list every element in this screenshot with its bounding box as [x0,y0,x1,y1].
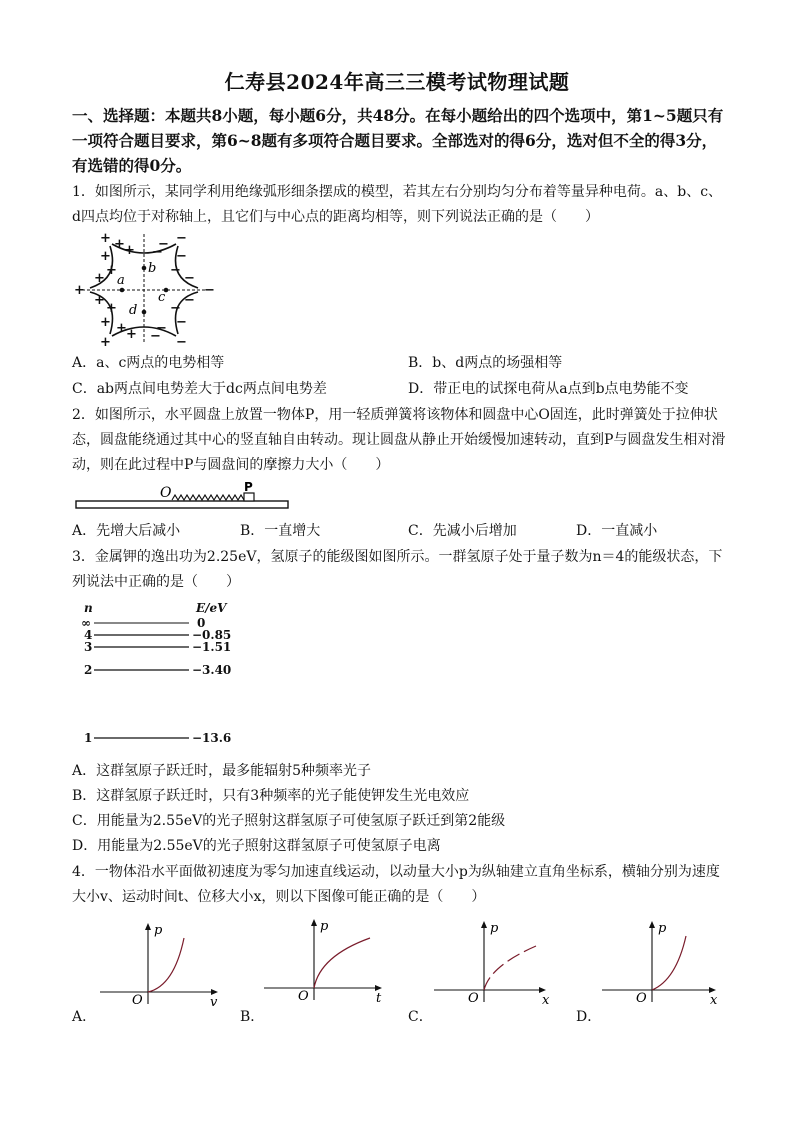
q3-option-d: D．用能量为2.55eV的光子照射这群氢原子可使氢原子电离 [72,838,441,854]
svg-text:+: + [116,321,127,336]
svg-text:−: − [150,329,161,344]
q1-option-b: B．b、d两点的场强相等 [408,355,563,371]
svg-text:t: t [376,991,382,1006]
point-b-label: b [148,261,157,276]
q4-option-c-label: C． [408,1009,433,1025]
center-o-label: O [160,485,172,501]
svg-text:−13.6: −13.6 [192,731,232,745]
q1-option-a: A．a、c两点的电势相等 [72,355,225,371]
q3-stem: 3．金属钾的逸出功为2.25eV，氢原子的能级图如图所示。一群氢原子处于量子数为n＝4的能级状态，下列说法中正确的是（ ） [72,549,723,590]
svg-text:+: + [74,283,85,298]
svg-text:−: − [152,245,163,260]
q3-option-b: B．这群氢原子跃迁时，只有3种频率的光子能使钾发生光电效应 [72,788,470,804]
q2-option-c: C．先减小后增加 [408,523,517,539]
block-p-label: P [244,480,253,494]
q2-option-b: B．一直增大 [240,523,321,539]
svg-text:+: + [94,293,105,308]
energy-axis-label: E/eV [196,601,227,615]
q4-option-d-label: D． [576,1009,602,1025]
svg-text:p: p [658,921,667,936]
q4-stem: 4．一物体沿水平面做初速度为零匀加速直线运动，以动量大小p为纵轴建立直角坐标系，横轴分别为速度大小v、运动时间t、位移大小x，则以下图像可能正确的是（ ） [72,864,720,905]
svg-text:1: 1 [84,731,93,745]
q1-charge-figure [72,228,217,350]
svg-text:−: − [170,263,181,278]
q4-graph-a [96,920,226,1008]
svg-text:0: 0 [197,616,206,630]
q4-graph-c [432,918,562,1008]
q3-energy-level-figure [76,598,241,748]
page-title: 仁寿县2024年高三三模考试物理试题 [224,70,570,94]
svg-text:+: + [126,327,137,342]
q2-option-a: A．先增大后减小 [72,523,181,539]
svg-text:x: x [710,993,718,1008]
q1-stem: 1．如图所示，某同学利用绝缘弧形细条摆成的模型，若其左右分别均匀分布着等量异种电荷。a、b、c、d四点均位于对称轴上，且它们与中心点的距离均相等，则下列说法正确的是（ ） [72,184,723,225]
svg-text:−: − [184,293,195,308]
q2-stem: 2．如图所示，水平圆盘上放置一物体P，用一轻质弹簧将该物体和圆盘中心O固连，此时弹簧处于拉伸状态，圆盘能绕通过其中心的竖直轴自由转动。现让圆盘从静止开始缓慢加速转动，直到P与圆盘发生相对滑动，则在此过程中P与圆盘间的摩擦力大小（ ） [72,407,726,473]
svg-text:O: O [468,991,479,1006]
svg-text:−: − [176,231,187,246]
svg-text:x: x [542,993,550,1008]
q4-option-a-label: A． [72,1009,97,1025]
svg-text:p: p [154,923,163,938]
svg-text:2: 2 [84,663,93,677]
svg-text:+: + [124,243,135,258]
q3-option-a: A．这群氢原子跃迁时，最多能辐射5种频率光子 [72,763,372,779]
svg-text:−3.40: −3.40 [192,663,232,677]
point-d-label: d [129,303,138,318]
svg-text:+: + [106,263,117,278]
svg-text:−: − [176,315,187,330]
svg-text:−: − [184,271,195,286]
svg-text:+: + [100,335,111,350]
svg-text:O: O [132,993,143,1008]
svg-text:−: − [176,335,187,350]
svg-text:∞: ∞ [81,616,91,630]
q1-option-d: D．带正电的试探电荷从a点到b点电势能不变 [408,381,689,397]
svg-text:−: − [176,249,187,264]
svg-text:+: + [100,231,111,246]
svg-text:+: + [114,237,125,252]
svg-text:p: p [320,919,329,934]
q3-option-c: C．用能量为2.55eV的光子照射这群氢原子可使氢原子跃迁到第2能级 [72,813,506,829]
q2-disk-figure [74,480,294,514]
svg-text:4: 4 [84,628,93,642]
svg-text:−1.51: −1.51 [192,640,232,654]
q4-graph-d [600,918,726,1008]
svg-text:−: − [170,301,181,316]
svg-text:−: − [204,283,215,298]
svg-text:−0.85: −0.85 [192,628,232,642]
svg-text:+: + [100,315,111,330]
svg-text:+: + [94,271,105,286]
q1-option-c: C．ab两点间电势差大于dc两点间电势差 [72,381,327,397]
point-a-label: a [117,273,125,288]
svg-text:p: p [490,921,499,936]
q2-option-d: D．一直减小 [576,523,658,539]
svg-text:v: v [210,995,218,1008]
n-axis-label: n [84,601,93,615]
q4-graph-b [262,916,392,1006]
svg-text:−: − [158,237,169,252]
svg-text:O: O [636,991,647,1006]
svg-text:+: + [100,249,111,264]
svg-text:+: + [106,301,117,316]
point-c-label: c [158,290,166,305]
svg-text:O: O [298,989,309,1004]
section-header: 一、选择题：本题共8小题，每小题6分，共48分。在每小题给出的四个选项中，第1~5题只有一项符合题目要求，第6~8题有多项符合题目要求。全部选对的得6分，选对但不全的得3分，有选错的得0分。 [72,106,724,175]
svg-text:−: − [156,321,167,336]
svg-text:3: 3 [84,640,93,654]
q4-option-b-label: B． [240,1009,265,1025]
